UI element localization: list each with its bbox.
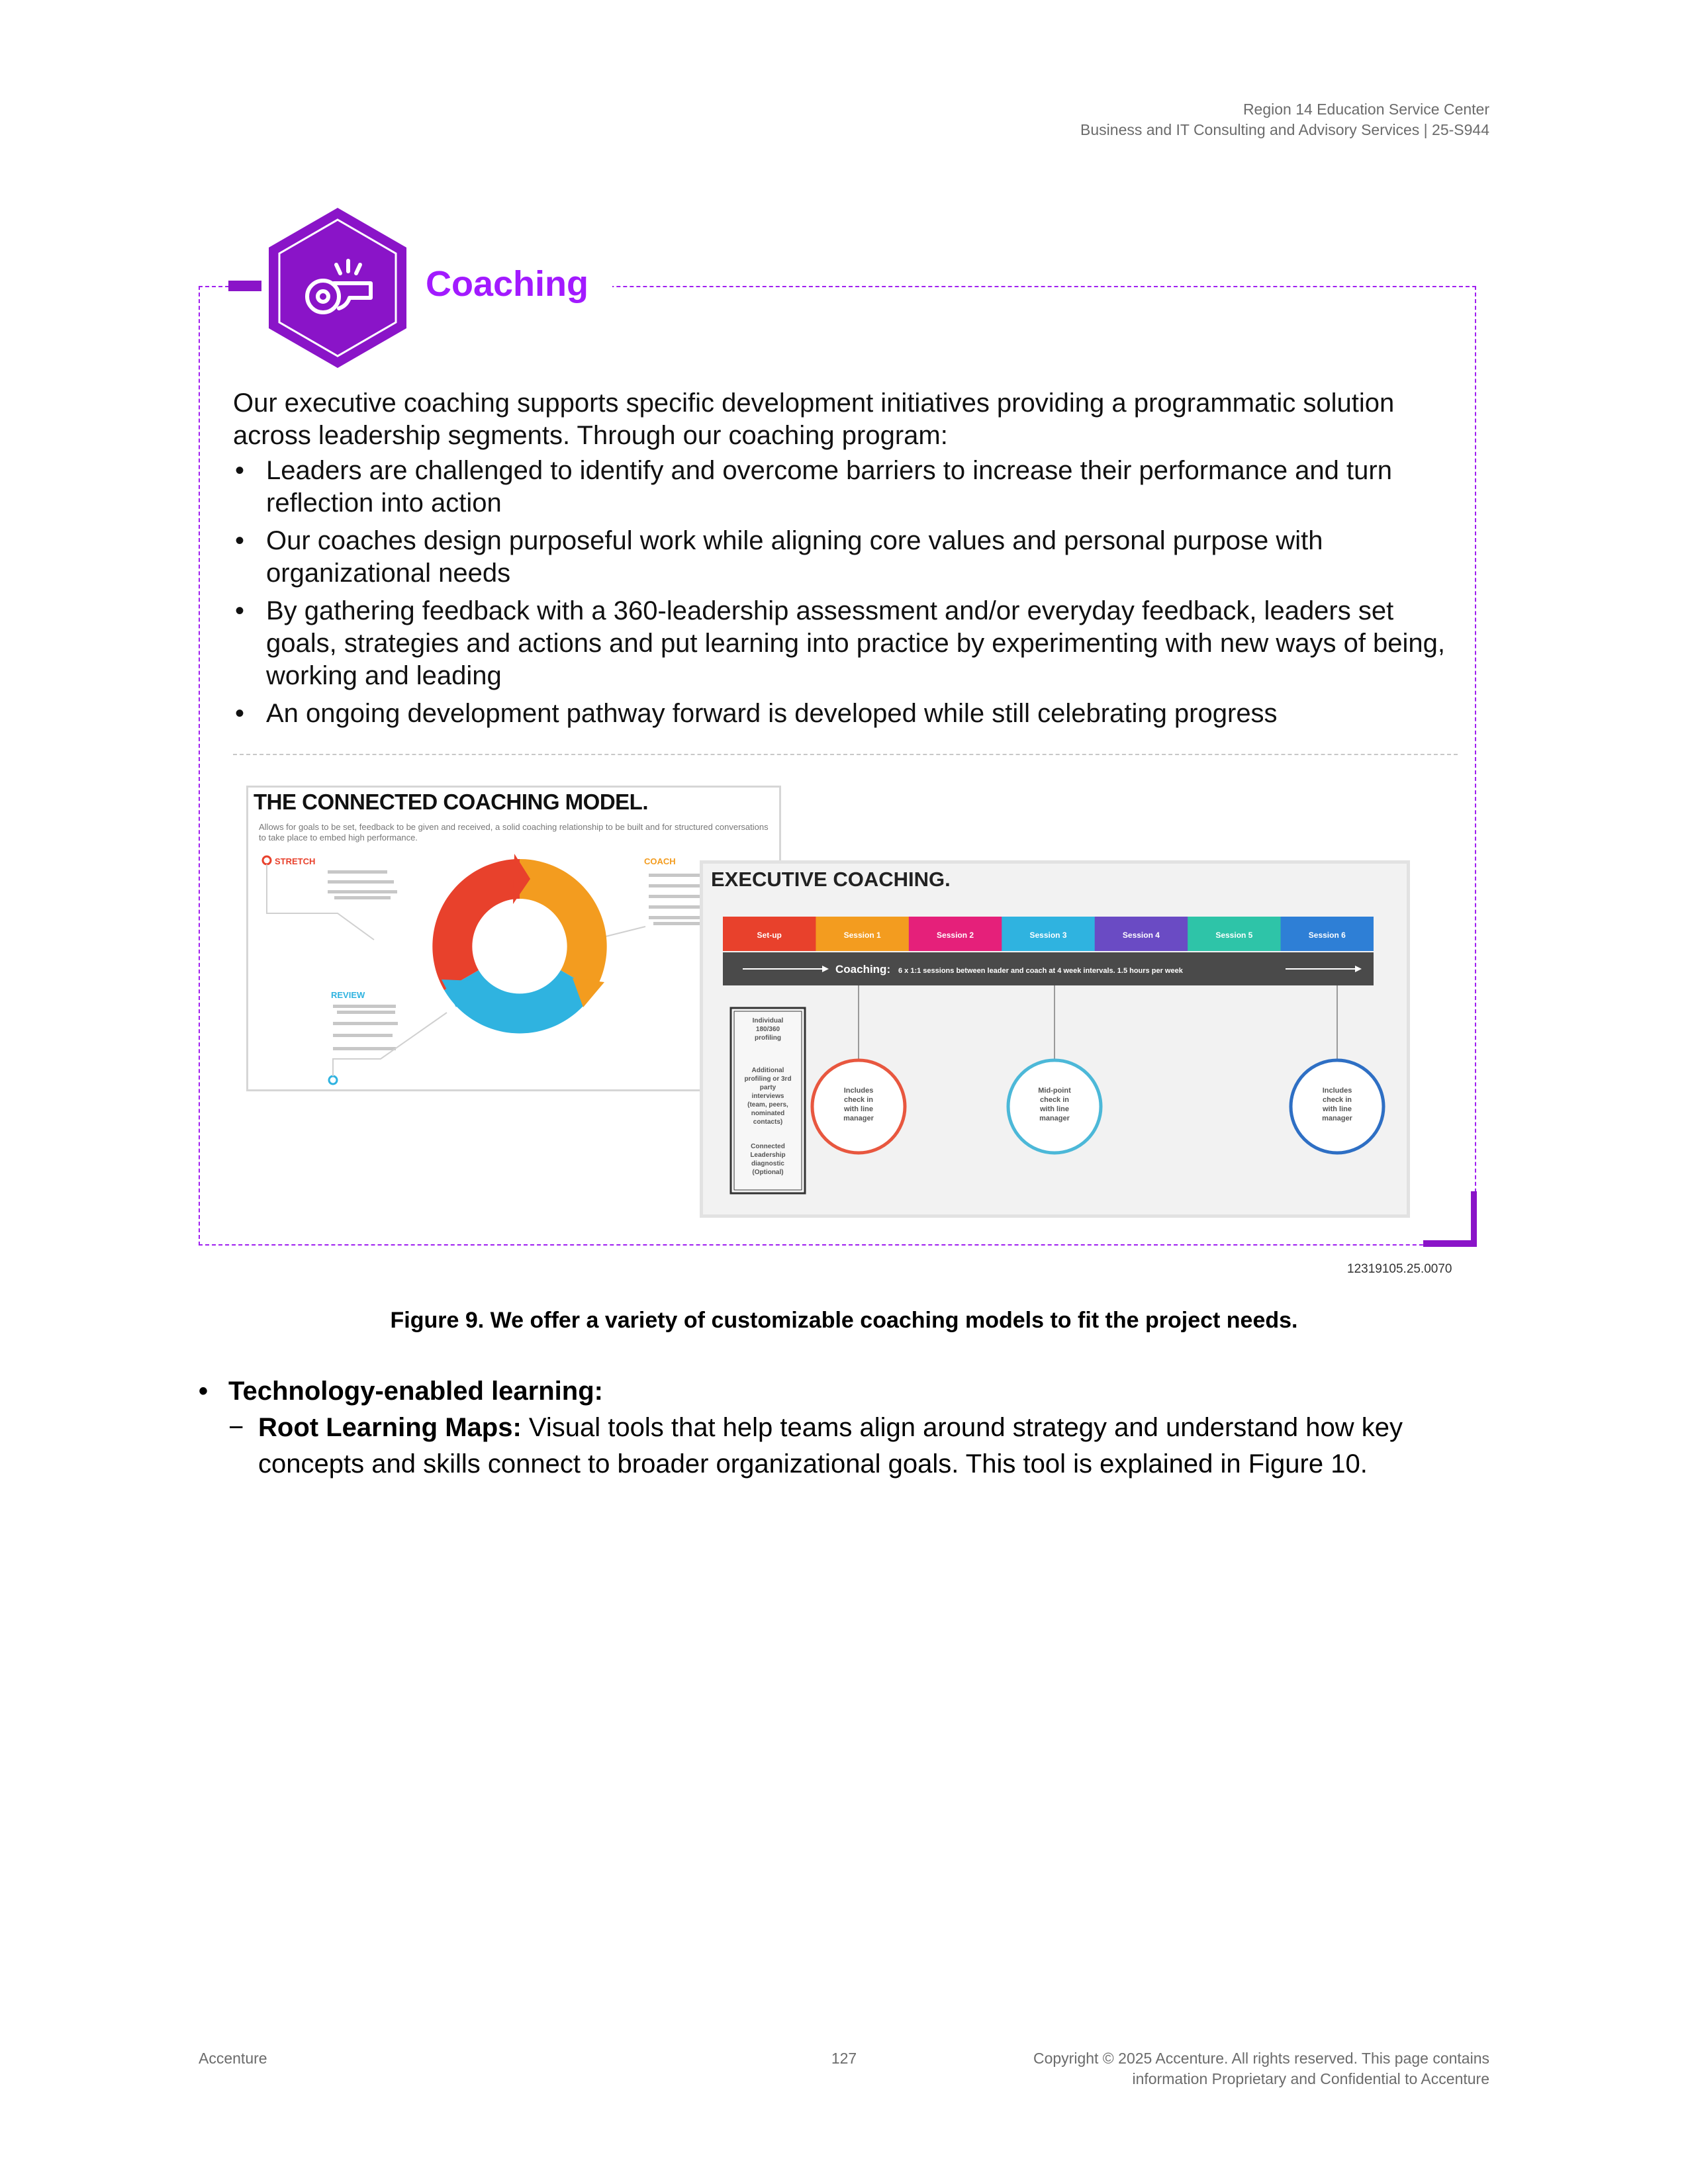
profiling-text: Leadership — [750, 1152, 786, 1159]
profiling-text: profiling — [755, 1034, 781, 1042]
checkin-text: manager — [1039, 1115, 1070, 1122]
figure-caption: Figure 9. We offer a variety of customizable coaching models to fit the project needs. — [390, 1308, 1298, 1333]
checkin-text: with line — [1040, 1105, 1069, 1113]
connected-model-title: THE CONNECTED COACHING MODEL. — [254, 790, 648, 814]
copyright-line1: Copyright © 2025 Accenture. All rights reserved. This page contains — [1033, 2050, 1489, 2067]
stage-label-review: REVIEW — [331, 990, 365, 1000]
checkin-text: Mid-point — [1038, 1087, 1071, 1095]
profiling-text: Additional — [751, 1067, 784, 1074]
phase-label: Session 3 — [1029, 931, 1067, 940]
checkin-text: check in — [1322, 1096, 1352, 1104]
executive-coaching-card — [700, 860, 1410, 1218]
root-learning-maps-label: Root Learning Maps: — [258, 1413, 522, 1442]
executive-coaching-timeline — [703, 864, 1407, 1214]
coaching-body — [233, 387, 1464, 735]
checkin-text: with line — [844, 1105, 873, 1113]
profiling-text: party — [759, 1084, 776, 1091]
checkin-text: Includes — [1322, 1087, 1352, 1095]
profiling-text: (team, peers, — [747, 1101, 788, 1109]
footer-copyright — [1033, 2048, 1489, 2089]
dash-marker: − — [228, 1413, 244, 1442]
profiling-text: Connected — [751, 1143, 785, 1150]
section-divider — [233, 754, 1458, 755]
coaching-text: 6 x 1:1 sessions between leader and coach at 4 week intervals. 1.5 hours per week — [898, 967, 1183, 975]
profiling-text: Individual — [752, 1017, 784, 1024]
page-header — [1080, 99, 1489, 140]
checkin-text: check in — [843, 1096, 874, 1104]
bullet-item: • By gathering feedback with a 360-leadership assessment and/or everyday feedback, leaders set goals, strategies and actions and put learning into practice by experimenting with new ways of being, working and leading — [233, 595, 1464, 692]
profiling-text: (Optional) — [752, 1169, 784, 1176]
header-contract: Business and IT Consulting and Advisory Services | 25-S944 — [1080, 121, 1489, 138]
coaching-label: Coaching: — [835, 963, 891, 976]
checkin-text: Includes — [843, 1087, 874, 1095]
executive-coaching-title: EXECUTIVE COACHING. — [711, 868, 951, 891]
root-learning-maps-item — [199, 1410, 1489, 1482]
profiling-text: profiling or 3rd — [744, 1075, 792, 1083]
checkin-text: with line — [1323, 1105, 1352, 1113]
coaching-bullet-list — [233, 455, 1464, 730]
bullet-item: • Our coaches design purposeful work while aligning core values and personal purpose with organizational needs — [233, 525, 1464, 590]
stage-label-coach: COACH — [644, 856, 676, 866]
bullet-item: • An ongoing development pathway forward is developed while still celebrating progress — [233, 698, 1464, 730]
phase-label: Session 2 — [937, 931, 974, 940]
stage-label-stretch: STRETCH — [275, 856, 316, 866]
checkin-text: manager — [843, 1115, 874, 1122]
bullet-item: • Leaders are challenged to identify and overcome barriers to increase their performance and turn reflection into action — [233, 455, 1464, 520]
connected-model-description: Allows for goals to be set, feedback to be given and received, a solid coaching relationship to be built and for structured conversations to take place to embed high performance. — [259, 822, 769, 842]
checkin-text: check in — [1039, 1096, 1070, 1104]
copyright-line2: information Proprietary and Confidential to Accenture — [1132, 2070, 1489, 2087]
footer-company: Accenture — [199, 2050, 267, 2067]
root-learning-maps-text: Visual tools that help teams align around strategy and understand how key concepts and skills connect to broader organizational goals. This tool is explained in Figure 10. — [258, 1413, 1403, 1479]
intro-paragraph: Our executive coaching supports specific development initiatives providing a programmatic solution across leadership segments. Through our coaching program: — [233, 388, 1395, 450]
whistle-hexagon-icon — [265, 205, 410, 371]
phase-label: Session 4 — [1122, 931, 1160, 940]
tech-heading: • Technology-enabled learning: — [199, 1373, 1489, 1410]
profiling-text: interviews — [751, 1093, 784, 1100]
phase-label: Session 6 — [1308, 931, 1346, 940]
header-org: Region 14 Education Service Center — [1243, 101, 1489, 118]
checkin-text: manager — [1322, 1115, 1352, 1122]
frame-accent-left — [228, 281, 263, 291]
phase-label: Session 1 — [843, 931, 881, 940]
frame-accent-corner-bottom — [1423, 1240, 1477, 1247]
frame-accent-corner — [1471, 1191, 1477, 1247]
phase-label: Set-up — [757, 931, 782, 940]
profiling-text: contacts) — [753, 1118, 783, 1126]
profiling-text: nominated — [751, 1110, 785, 1117]
figure-id-code: 12319105.25.0070 — [1347, 1262, 1452, 1276]
profiling-text: diagnostic — [751, 1160, 785, 1167]
page-number: 127 — [831, 2050, 857, 2067]
profiling-text: 180/360 — [755, 1026, 780, 1033]
tech-enabled-learning — [199, 1373, 1489, 1482]
section-title: Coaching — [426, 264, 589, 304]
phase-label: Session 5 — [1215, 931, 1253, 940]
